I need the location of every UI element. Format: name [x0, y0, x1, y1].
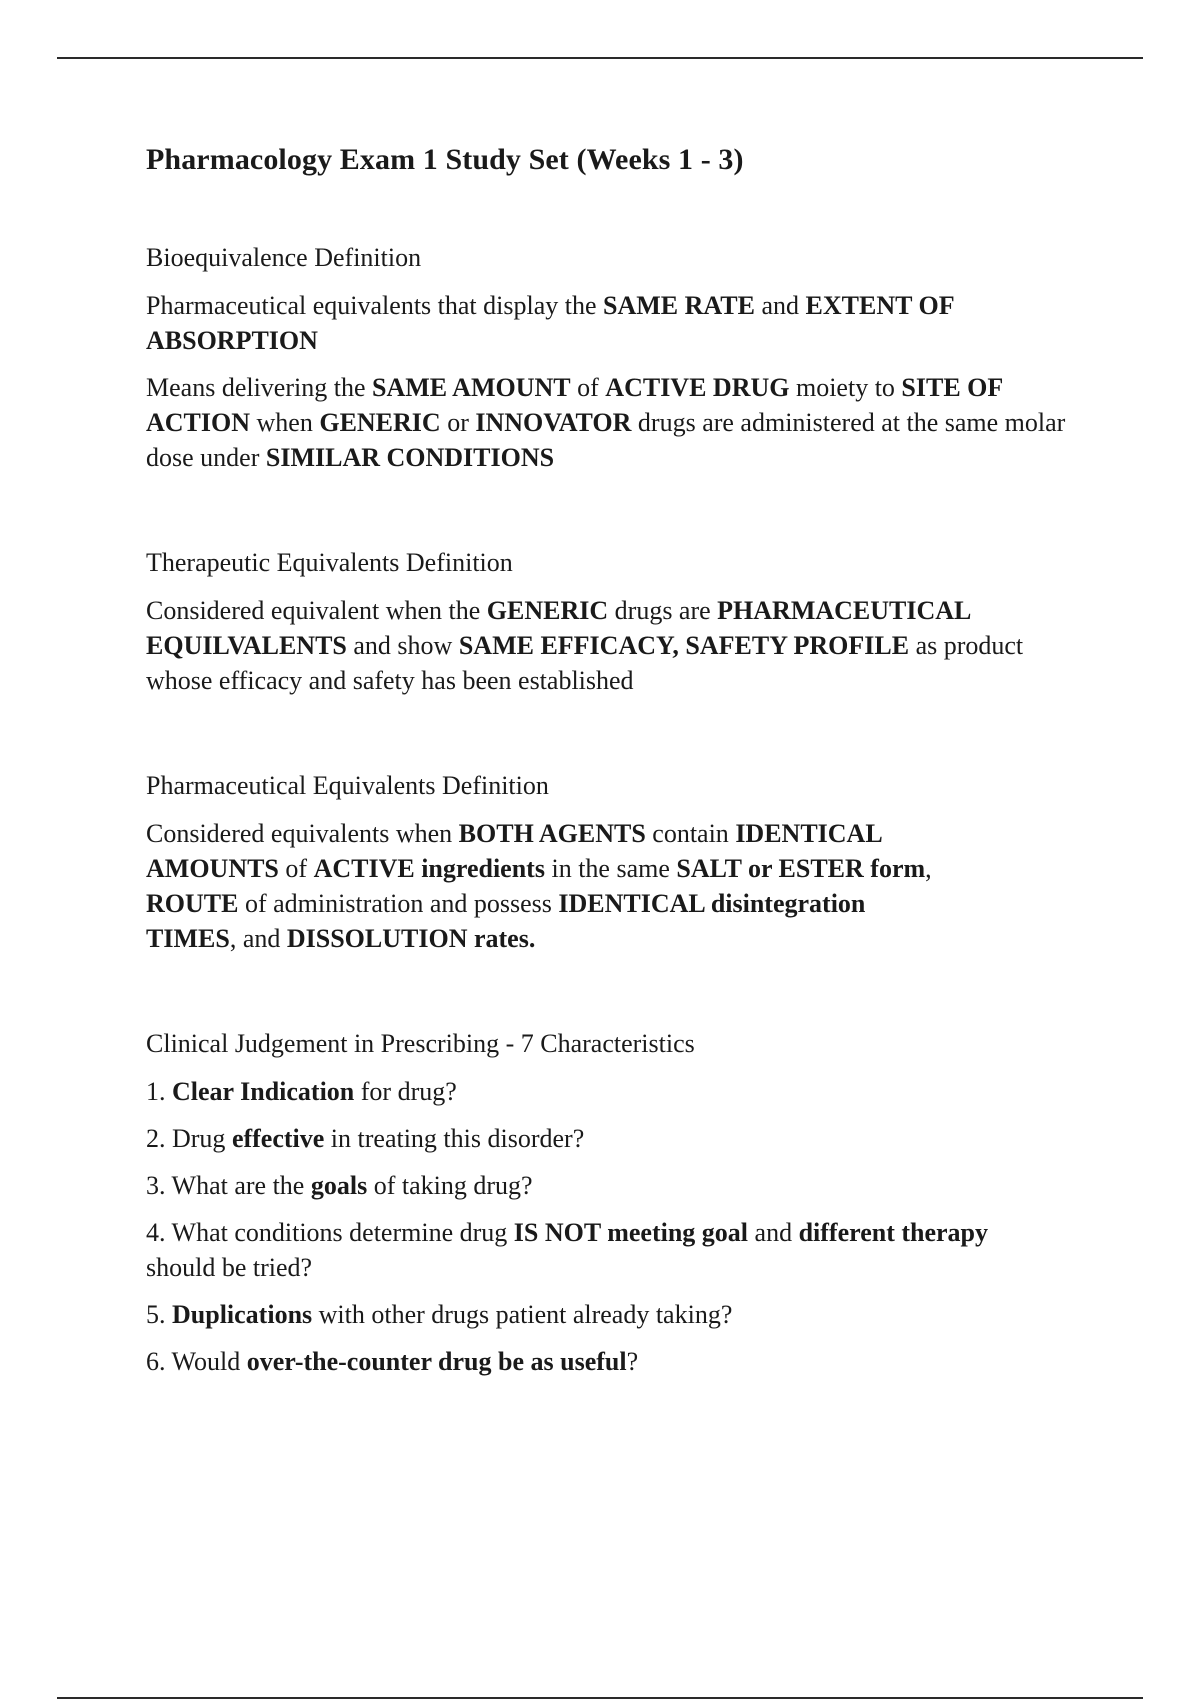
text-run: ? — [626, 1347, 639, 1376]
text-run-bold: PHARMACEUTICAL EQUILVALENTS — [146, 596, 970, 660]
text-run: should be tried? — [146, 1253, 313, 1282]
text-run-bold: BOTH AGENTS — [458, 819, 646, 848]
paragraph — [146, 593, 1066, 698]
text-run: when — [250, 408, 320, 437]
list-item — [146, 1215, 1006, 1285]
text-run-bold: SIMILAR CONDITIONS — [265, 443, 555, 472]
text-run-bold: SALT or ESTER form — [676, 854, 926, 883]
text-run: and — [748, 1218, 799, 1247]
section-heading: Clinical Judgement in Prescribing - 7 Characteristics — [146, 1029, 695, 1058]
text-run-bold: EXTENT OF ABSORPTION — [146, 291, 954, 355]
text-run-bold: Duplications — [172, 1300, 313, 1329]
text-run: as product whose efficacy and safety has been established — [146, 631, 1024, 695]
text-run-bold: SAME RATE — [603, 291, 755, 320]
section-pharmaceutical-equivalents — [146, 768, 1086, 956]
text-run: Considered equivalent when the — [146, 596, 487, 625]
text-run-bold: Clear Indication — [172, 1077, 355, 1106]
paragraph — [146, 816, 936, 956]
text-run: drugs are — [608, 596, 718, 625]
section-clinical-judgement — [146, 1026, 1086, 1379]
text-run-bold: effective — [231, 1124, 325, 1153]
text-run: in treating this disorder? — [324, 1124, 585, 1153]
text-run: of — [570, 373, 606, 402]
text-run: 5. — [146, 1300, 172, 1329]
text-run: or — [440, 408, 476, 437]
text-run-bold: over-the-counter drug be as useful — [246, 1347, 627, 1376]
section-heading: Bioequivalence Definition — [146, 243, 422, 272]
bottom-rule — [57, 1697, 1143, 1699]
text-run: and — [754, 291, 806, 320]
section-therapeutic-equivalents — [146, 545, 1086, 698]
list-item — [146, 1168, 1086, 1203]
text-run-bold: IS NOT meeting goal — [513, 1218, 749, 1247]
text-run: , and — [229, 924, 287, 953]
text-run: moiety to — [789, 373, 902, 402]
text-run-bold: IDENTICAL disintegration TIMES — [146, 889, 866, 953]
text-run-bold: SITE OF ACTION — [146, 373, 1003, 437]
list-item — [146, 1074, 1086, 1109]
text-run: with other drugs patient already taking? — [312, 1300, 733, 1329]
text-run: of administration and possess — [238, 889, 559, 918]
document-body — [146, 140, 1086, 1391]
document-title: Pharmacology Exam 1 Study Set (Weeks 1 - 3) — [146, 143, 744, 176]
text-run-bold: IDENTICAL AMOUNTS — [146, 819, 882, 883]
text-run: drugs are administered at the same molar dose under — [146, 408, 1066, 472]
text-run: 1. — [146, 1077, 172, 1106]
text-run: 3. What are the — [146, 1171, 311, 1200]
text-run-bold: GENERIC — [486, 596, 609, 625]
list-item — [146, 1344, 1086, 1379]
text-run: of — [278, 854, 314, 883]
text-run: 2. Drug — [146, 1124, 232, 1153]
text-run-bold: GENERIC — [319, 408, 441, 437]
text-run-bold: SAME AMOUNT — [372, 373, 571, 402]
text-run: Pharmaceutical equivalents that display the — [146, 291, 604, 320]
text-run-bold: SAME EFFICACY, SAFETY PROFILE — [458, 631, 910, 660]
top-rule — [57, 57, 1143, 59]
section-heading: Therapeutic Equivalents Definition — [146, 548, 513, 577]
text-run: , — [925, 854, 932, 883]
text-run: contain — [645, 819, 736, 848]
text-run: Means delivering the — [146, 373, 372, 402]
text-run: 4. What conditions determine drug — [146, 1218, 514, 1247]
text-run-bold: goals — [310, 1171, 368, 1200]
section-bioequivalence — [146, 240, 1086, 475]
text-run-bold: ROUTE — [146, 889, 239, 918]
paragraph — [146, 370, 1086, 475]
text-run: Considered equivalents when — [146, 819, 459, 848]
list-item — [146, 1121, 1086, 1156]
text-run: and show — [346, 631, 459, 660]
text-run: for drug? — [354, 1077, 457, 1106]
text-run-bold: DISSOLUTION rates. — [286, 924, 536, 953]
paragraph — [146, 288, 1026, 358]
text-run: 6. Would — [146, 1347, 247, 1376]
list-item — [146, 1297, 1086, 1332]
text-run-bold: ACTIVE ingredients — [313, 854, 545, 883]
section-heading: Pharmaceutical Equivalents Definition — [146, 771, 549, 800]
text-run-bold: different therapy — [798, 1218, 989, 1247]
text-run-bold: ACTIVE DRUG — [605, 373, 790, 402]
text-run: of taking drug? — [367, 1171, 533, 1200]
text-run-bold: INNOVATOR — [475, 408, 632, 437]
text-run: in the same — [544, 854, 677, 883]
